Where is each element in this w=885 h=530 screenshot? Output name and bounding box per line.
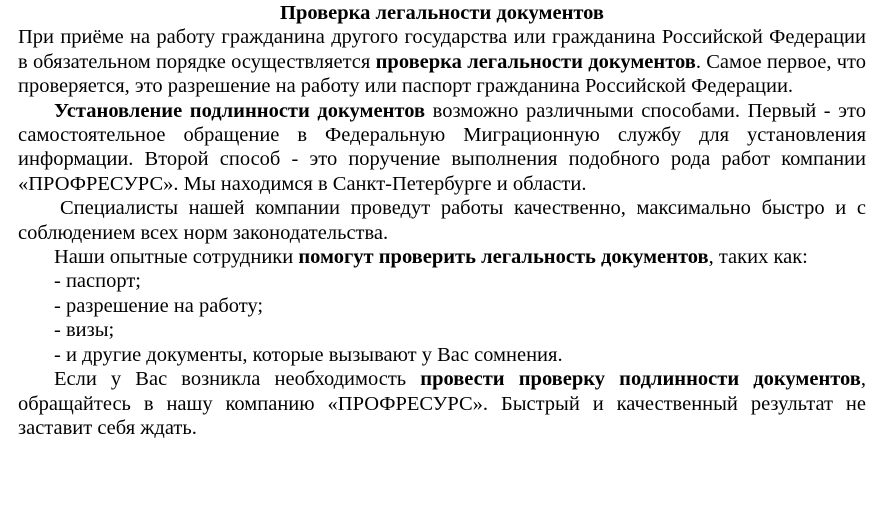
paragraph-contact-bold: провести проверку подлинности документов	[420, 368, 861, 391]
document	[18, 0, 866, 440]
paragraph-staff-tail: , таких как:	[708, 246, 808, 269]
document-title: Проверка легальности документов	[280, 2, 604, 24]
paragraph-staff	[18, 245, 866, 269]
document-list	[18, 269, 866, 367]
paragraph-intro-tail: . Самое первое, что проверяется, это разрешение на работу или паспорт гражданина Российской Федерации.	[18, 50, 866, 98]
paragraph-contact-tail: , обращайтесь в нашу компанию «ПРОФРЕСУРС». Быстрый и качественный результат не заставит себя ждать.	[18, 368, 866, 439]
paragraph-intro	[18, 25, 866, 98]
paragraph-intro-bold: проверка легальности документов	[375, 50, 696, 73]
paragraph-staff-text: Наши опытные сотрудники	[54, 246, 299, 269]
paragraph-specialists	[18, 196, 866, 245]
paragraph-methods	[18, 99, 866, 197]
paragraph-intro-text: При приёме на работу гражданина другого государства или гражданина Российской Федерации в обязательном порядке осуществляется	[18, 26, 866, 73]
paragraph-methods-bold: Установление подлинности документов	[54, 99, 426, 122]
list-item: - разрешение на работу;	[54, 294, 264, 317]
list-item: - и другие документы, которые вызывают у Вас сомнения.	[54, 343, 563, 366]
paragraph-staff-bold: помогут проверить легальность документов	[298, 246, 709, 269]
paragraph-contact-text: Если у Вас возникла необходимость	[54, 368, 421, 391]
list-item: - паспорт;	[54, 270, 141, 293]
paragraph-methods-text: возможно различными способами. Первый - это самостоятельное обращение в Федеральную Миграционную службу для установления информации. Второй способ - это поручение выполнения подобного рода работ компании «ПРОФРЕСУРС». Мы находимся в Санкт-Петербурге и области.	[18, 99, 866, 195]
list-item: - визы;	[54, 319, 115, 342]
paragraph-specialists-text: Специалисты нашей компании проведут работы качественно, максимально быстро и с соблюдением всех норм законодательства.	[18, 197, 866, 244]
paragraph-contact	[18, 367, 866, 440]
